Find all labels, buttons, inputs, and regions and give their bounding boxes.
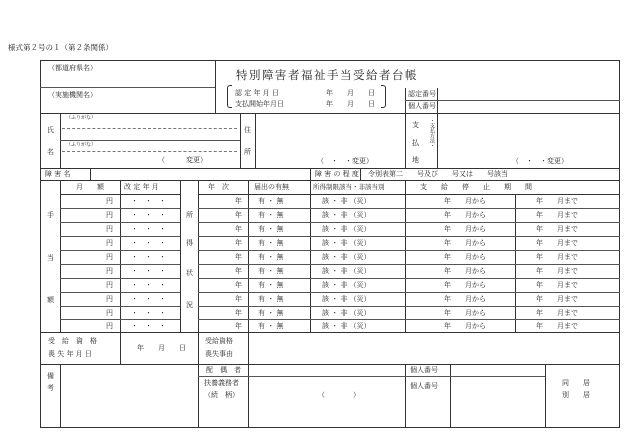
guardian-personal-no-label: 個人番号 xyxy=(410,382,438,390)
revision-date-cell[interactable]: ・ ・ ・ xyxy=(131,267,166,275)
revision-date-cell[interactable]: ・ ・ ・ xyxy=(131,309,166,317)
pay-start-value[interactable]: 年 月 日 xyxy=(326,100,375,108)
income-year-cell[interactable]: 年 xyxy=(235,295,242,303)
income-year-cell[interactable]: 年 xyxy=(235,322,242,330)
suspension-until-cell[interactable]: 年 月まで xyxy=(536,295,578,303)
cert-number-label: 認定番号 xyxy=(408,90,436,98)
income-label-1: 所 xyxy=(186,211,193,219)
allowance-label-1: 手 xyxy=(47,211,54,219)
furigana-label-1: （ふりがな） xyxy=(66,115,97,121)
report-yes-no-cell[interactable]: 有 ・ 無 xyxy=(258,281,284,289)
report-yes-no-cell[interactable]: 有 ・ 無 xyxy=(258,295,284,303)
loss-label-1: 受 給 資 格 xyxy=(48,337,97,345)
guardian-label-1: 扶養義務者 xyxy=(204,379,239,387)
income-label-4: 況 xyxy=(186,301,193,309)
agency-label: （実施機関名） xyxy=(48,91,97,99)
restriction-header: 所得制限該当・非該当別 xyxy=(313,183,385,191)
loss-label-2: 喪 失 年 月 日 xyxy=(48,350,92,358)
suspension-until-cell[interactable]: 年 月まで xyxy=(536,211,578,219)
restriction-cell[interactable]: 該 ・ 非 （災） xyxy=(322,197,371,205)
income-year-cell[interactable]: 年 xyxy=(235,197,242,205)
yen-cell[interactable]: 円 xyxy=(106,295,113,303)
revision-date-cell[interactable]: ・ ・ ・ xyxy=(131,322,166,330)
allowance-label-3: 額 xyxy=(47,296,54,304)
revision-date-cell[interactable]: ・ ・ ・ xyxy=(131,197,166,205)
suspension-until-cell[interactable]: 年 月まで xyxy=(536,239,578,247)
address-label-2: 所 xyxy=(244,148,251,156)
spouse-personal-no-label: 個人番号 xyxy=(410,366,438,374)
suspension-from-cell[interactable]: 年 月から xyxy=(444,225,486,233)
income-year-cell[interactable]: 年 xyxy=(235,267,242,275)
income-year-cell[interactable]: 年 xyxy=(235,309,242,317)
restriction-cell[interactable]: 該 ・ 非 （災） xyxy=(322,295,371,303)
suspension-until-cell[interactable]: 年 月まで xyxy=(536,309,578,317)
revision-header: 改 定 年 月 xyxy=(124,183,159,191)
monthly-amount-header: 月 額 xyxy=(76,183,104,191)
suspension-until-cell[interactable]: 年 月まで xyxy=(536,281,578,289)
suspension-from-cell[interactable]: 年 月から xyxy=(444,295,486,303)
loss-reason-label-1: 受給資格 xyxy=(205,337,233,345)
report-yes-no-cell[interactable]: 有 ・ 無 xyxy=(258,322,284,330)
disability-name-label: 障 害 名 xyxy=(45,170,71,178)
report-yes-no-cell[interactable]: 有 ・ 無 xyxy=(258,253,284,261)
payment-place-label-2: 払 xyxy=(412,139,419,147)
revision-date-cell[interactable]: ・ ・ ・ xyxy=(131,295,166,303)
restriction-cell[interactable]: 該 ・ 非 （災） xyxy=(322,322,371,330)
payment-change-note: （ ・ ・変更） xyxy=(512,157,568,165)
suspension-until-cell[interactable]: 年 月まで xyxy=(536,197,578,205)
revision-date-cell[interactable]: ・ ・ ・ xyxy=(131,239,166,247)
report-header: 届出の有無 xyxy=(254,183,289,191)
cert-date-value[interactable]: 年 月 日 xyxy=(326,89,375,97)
loss-reason-label-2: 喪失事由 xyxy=(205,350,233,358)
year-header: 年 次 xyxy=(208,183,229,191)
table-reference: 令別表第二 号及び 号又は 号該当 xyxy=(368,170,508,178)
cert-date-label: 認 定 年 月 日 xyxy=(235,89,279,97)
suspension-from-cell[interactable]: 年 月から xyxy=(444,267,486,275)
suspension-from-cell[interactable]: 年 月から xyxy=(444,322,486,330)
suspension-header: 支 給 停 止 期 間 xyxy=(420,183,532,191)
yen-cell[interactable]: 円 xyxy=(106,225,113,233)
yen-cell[interactable]: 円 xyxy=(106,267,113,275)
prefecture-label: （都道府県名） xyxy=(48,64,97,72)
loss-date-value[interactable]: 年 月 日 xyxy=(137,344,186,352)
yen-cell[interactable]: 円 xyxy=(106,197,113,205)
suspension-until-cell[interactable]: 年 月まで xyxy=(536,253,578,261)
remarks-label-2: 考 xyxy=(47,384,54,392)
spouse-label: 配 偶 者 xyxy=(206,366,241,374)
revision-date-cell[interactable]: ・ ・ ・ xyxy=(131,225,166,233)
revision-date-cell[interactable]: ・ ・ ・ xyxy=(131,211,166,219)
address-change-note: （ ・ ・変更） xyxy=(317,157,373,165)
suspension-until-cell[interactable]: 年 月まで xyxy=(536,267,578,275)
yen-cell[interactable]: 円 xyxy=(106,211,113,219)
address-label-1: 住 xyxy=(244,126,251,134)
report-yes-no-cell[interactable]: 有 ・ 無 xyxy=(258,197,284,205)
yen-cell[interactable]: 円 xyxy=(106,322,113,330)
yen-cell[interactable]: 円 xyxy=(106,281,113,289)
remarks-label-1: 備 xyxy=(47,372,54,380)
restriction-cell[interactable]: 該 ・ 非 （災） xyxy=(322,225,371,233)
revision-date-cell[interactable]: ・ ・ ・ xyxy=(131,281,166,289)
restriction-cell[interactable]: 該 ・ 非 （災） xyxy=(322,253,371,261)
suspension-until-cell[interactable]: 年 月まで xyxy=(536,225,578,233)
income-year-cell[interactable]: 年 xyxy=(235,253,242,261)
income-year-cell[interactable]: 年 xyxy=(235,225,242,233)
report-yes-no-cell[interactable]: 有 ・ 無 xyxy=(258,267,284,275)
suspension-from-cell[interactable]: 年 月から xyxy=(444,281,486,289)
personal-number-label: 個人番号 xyxy=(408,102,436,110)
separate-label: 別 居 xyxy=(562,391,590,399)
income-label-2: 得 xyxy=(186,239,193,247)
suspension-from-cell[interactable]: 年 月から xyxy=(444,197,486,205)
allowance-label-2: 当 xyxy=(47,254,54,262)
report-yes-no-cell[interactable]: 有 ・ 無 xyxy=(258,309,284,317)
yen-cell[interactable]: 円 xyxy=(106,309,113,317)
suspension-from-cell[interactable]: 年 月から xyxy=(444,239,486,247)
suspension-from-cell[interactable]: 年 月から xyxy=(444,309,486,317)
revision-date-cell[interactable]: ・ ・ ・ xyxy=(131,253,166,261)
restriction-cell[interactable]: 該 ・ 非 （災） xyxy=(322,211,371,219)
yen-cell[interactable]: 円 xyxy=(106,253,113,261)
income-year-cell[interactable]: 年 xyxy=(235,239,242,247)
report-yes-no-cell[interactable]: 有 ・ 無 xyxy=(258,211,284,219)
name-label-2: 名 xyxy=(47,148,54,156)
restriction-cell[interactable]: 該 ・ 非 （災） xyxy=(322,309,371,317)
name-change-note: （ 変更） xyxy=(158,156,207,164)
form-title: 特別障害者福祉手当受給者台帳 xyxy=(236,68,418,82)
income-label-3: 状 xyxy=(186,269,193,277)
restriction-cell[interactable]: 該 ・ 非 （災） xyxy=(322,267,371,275)
name-label-1: 氏 xyxy=(47,126,54,134)
form-number: 様式第２号の１（第２条関係） xyxy=(8,43,113,52)
disability-degree-label: 障 害 の 程 度 xyxy=(315,170,359,178)
furigana-label-2: （ふりがな） xyxy=(66,142,97,148)
date-bracket-left xyxy=(227,85,232,108)
payment-place-label-1: 支 xyxy=(412,121,419,129)
pay-start-label: 支払開始年月日 xyxy=(235,100,284,108)
income-year-cell[interactable]: 年 xyxy=(235,211,242,219)
report-yes-no-cell[interactable]: 有 ・ 無 xyxy=(258,239,284,247)
payment-place-label-3: 地 xyxy=(412,156,419,164)
restriction-cell[interactable]: 該 ・ 非 （災） xyxy=(322,239,371,247)
suspension-until-cell[interactable]: 年 月まで xyxy=(536,322,578,330)
income-year-cell[interactable]: 年 xyxy=(235,281,242,289)
restriction-cell[interactable]: 該 ・ 非 （災） xyxy=(322,281,371,289)
suspension-from-cell[interactable]: 年 月から xyxy=(444,211,486,219)
cohabit-label: 同 居 xyxy=(562,379,590,387)
date-bracket-right xyxy=(381,85,386,108)
yen-cell[interactable]: 円 xyxy=(106,239,113,247)
report-yes-no-cell[interactable]: 有 ・ 無 xyxy=(258,225,284,233)
payment-method-label: ・支払方法・ xyxy=(429,118,435,148)
guardian-relation: （ ） xyxy=(318,391,360,399)
guardian-label-2: （続 柄） xyxy=(204,391,239,399)
suspension-from-cell[interactable]: 年 月から xyxy=(444,253,486,261)
